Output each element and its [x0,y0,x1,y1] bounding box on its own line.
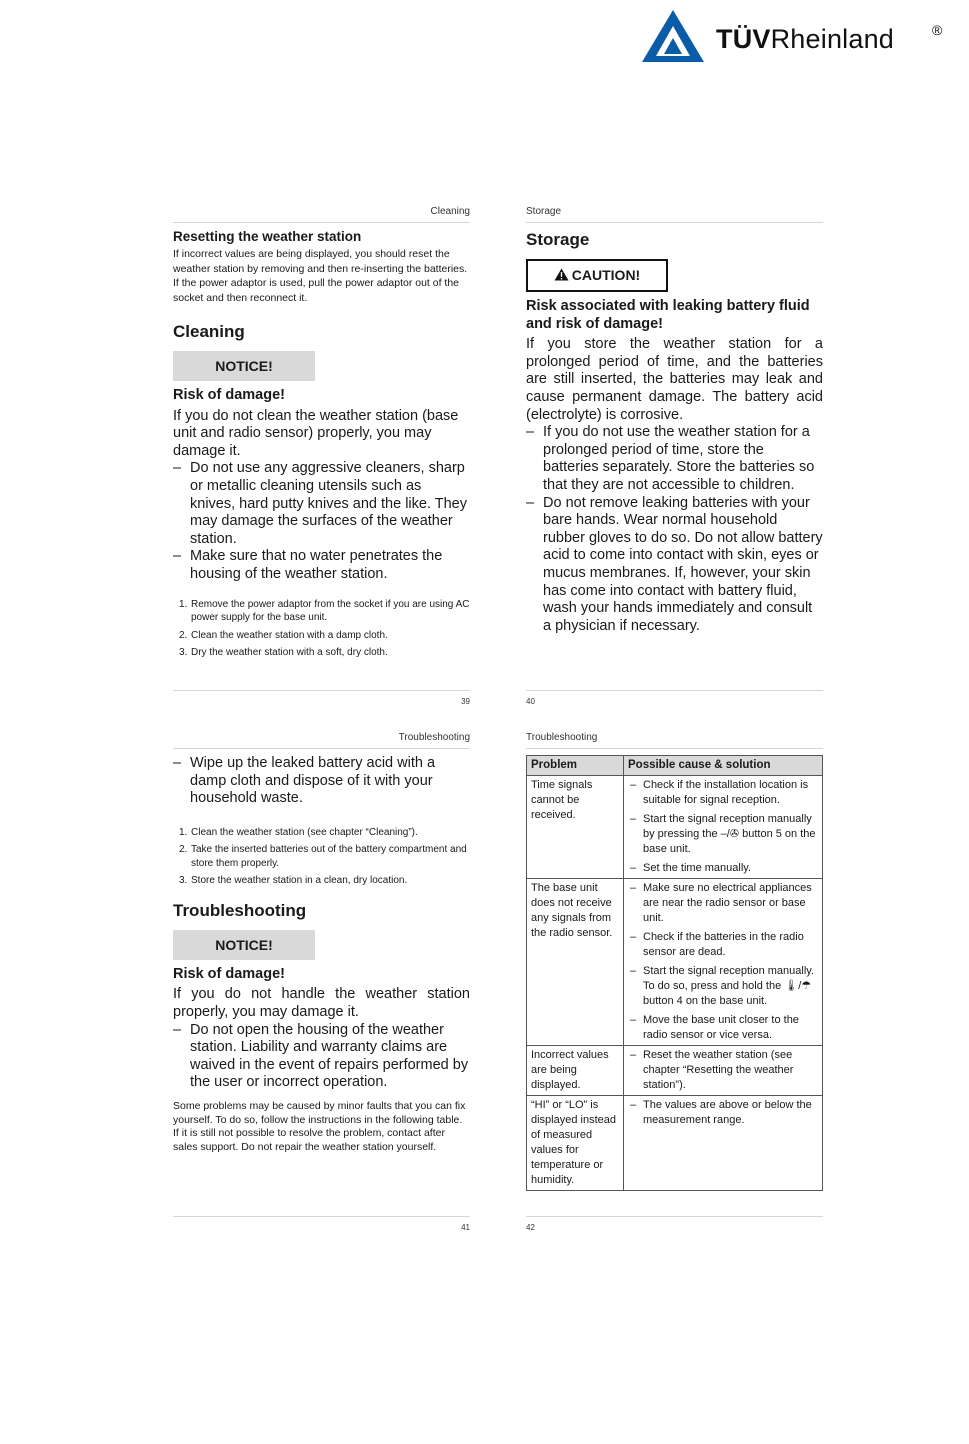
column-header: Problem [527,756,624,776]
reset-heading: Resetting the weather station [173,229,362,244]
bullet-list [526,424,823,635]
logo-brand-light: Rheinland [770,24,895,54]
page-number: 39 [173,690,470,707]
table-row [527,776,823,879]
warning-heading: Risk associated with leaking battery fluid and risk of damage! [526,298,810,332]
running-head: Cleaning [173,206,470,223]
column-header: Possible cause & solution [624,756,823,776]
page-number: 41 [173,1216,470,1233]
list-item: – Make sure that no water penetrates the housing of the weather station. [173,548,443,582]
warning-triangle-icon [554,268,569,281]
list-item: – Check if the installation location is suitable for signal reception. [630,779,809,806]
warning-text: If you store the weather station for a prolonged period of time, and the batteries are still inserted, the batteries may leak and cause permanent damage. The battery acid (electrolyte) is corrosive. [526,336,823,423]
caution-label [526,259,668,292]
page-number: 42 [526,1216,823,1233]
list-item: 1. Remove the power adaptor from the socket if you are using AC power supply for the base unit. [179,598,470,624]
manual-page-39 [173,206,470,706]
list-item: – Do not use any aggressive cleaners, sharp or metallic cleaning utensils such as knives, hard putty knives and the like. They may damage the surfaces of the weather station. [173,460,467,547]
solution-text: Start the signal reception manually by pressing the –/✇ button 5 on the base unit. [643,813,816,855]
steps-list [173,826,470,888]
risk-heading: Risk of damage! [173,965,285,982]
risk-text: If you do not clean the weather station (base unit and radio sensor) properly, you may damage it. [173,407,459,459]
list-item: 2. Clean the weather station with a damp cloth. [179,629,388,641]
table-header-row [527,756,823,776]
problem-cell: “HI” or “LO” is displayed instead of measured values for temperature or humidity. [527,1096,624,1191]
manual-page-41 [173,732,470,1232]
list-item: – Make sure no electrical appliances are near the radio sensor or base unit. [630,882,812,924]
manual-page-40 [526,206,823,706]
solution-text: The values are above or below the measurement range. [643,1099,812,1126]
solution-text: Move the base unit closer to the radio sensor or vice versa. [643,1014,799,1041]
step-text: Store the weather station in a clean, dry location. [191,875,408,887]
table-row [527,1096,823,1191]
table-row [527,1046,823,1096]
page-number: 40 [526,690,823,707]
list-item: – Start the signal reception manually by pressing the –/✇ button 5 on the base unit. [630,813,816,855]
solution-text: Reset the weather station (see chapter “Resetting the weather station”). [643,1049,794,1091]
bullet-list [173,1022,470,1092]
step-text: Clean the weather station (see chapter “Cleaning”). [191,826,418,838]
problem-cell: The base unit does not receive any signals from the radio sensor. [527,879,624,1046]
list-item: – Wipe up the leaked battery acid with a damp cloth and dispose of it with your household waste. [173,755,436,807]
bullet-text: Wipe up the leaked battery acid with a damp cloth and dispose of it with your household waste. [190,755,436,807]
running-head: Storage [526,206,823,223]
bullet-text: If you do not use the weather station for a prolonged period of time, store the batteries separately. Store the batteries so that they are not accessible to children. [543,424,815,493]
list-item: – Start the signal reception manually. To do so, press and hold the 🌡/☂ button 4 on the base unit. [630,965,814,1007]
list-item: 2. Take the inserted batteries out of the battery compartment and store them properly. [179,844,467,869]
solution-text: Set the time manually. [643,862,752,874]
bullet-text: Make sure that no water penetrates the housing of the weather station. [190,548,443,582]
registered-mark: ® [932,22,943,38]
list-item: – Do not open the housing of the weather station. Liability and warranty claims are waived in the event of repairs performed by the user or incorrect operation. [173,1021,469,1091]
solution-text: Check if the installation location is suitable for signal reception. [643,779,809,806]
caution-text: CAUTION! [571,267,641,283]
list-item: 1. Clean the weather station (see chapter “Cleaning”). [179,826,418,838]
list-item: – The values are above or below the measurement range. [630,1099,812,1126]
bullet-text: Do not use any aggressive cleaners, sharp or metallic cleaning utensils such as knives, hard putty knives and the like. They may damage the surfaces of the weather station. [190,460,467,547]
running-head: Troubleshooting [526,732,823,749]
problem-cell: Time signals cannot be received. [527,776,624,879]
logo-brand-bold: TÜV [716,24,771,54]
list-item: – Check if the batteries in the radio sensor are dead. [630,931,804,958]
list-item: 3. Dry the weather station with a soft, dry cloth. [179,647,388,659]
steps-list [173,598,470,660]
step-text: Dry the weather station with a soft, dry cloth. [191,647,388,659]
problem-cell: Incorrect values are being displayed. [527,1046,624,1096]
section-title: Storage [526,230,590,249]
step-text: Take the inserted batteries out of the battery compartment and store them properly. [191,844,467,869]
bullet-list [173,755,470,808]
table-row [527,879,823,1046]
list-item: – Do not remove leaking batteries with your bare hands. Wear normal household rubber gloves to do so. Do not allow battery acid to come into contact with skin, eyes or mucus membranes. If, however, your skin has come into contact with battery fluid, wash your hands immediately and consult a physician if necessary. [526,494,823,634]
bullet-text: Do not open the housing of the weather station. Liability and warranty claims are waived in the event of repairs performed by the user or incorrect operation. [190,1021,469,1091]
solution-cell [624,776,823,879]
manual-page-42 [526,732,823,1232]
list-item: – Reset the weather station (see chapter “Resetting the weather station”). [630,1049,794,1091]
list-item: – Set the time manually. [630,862,752,874]
section-title: Cleaning [173,322,245,341]
list-item: – Move the base unit closer to the radio sensor or vice versa. [630,1014,799,1041]
solution-cell [624,879,823,1046]
reset-text: If incorrect values are being displayed, you should reset the weather station by removing and then re-inserting the batteries. If the power adaptor is used, pull the power adaptor out of the socket and then reconnect it. [173,248,468,304]
list-item: – If you do not use the weather station for a prolonged period of time, store the batteries separately. Store the batteries so that they are not accessible to children. [526,424,815,493]
running-head: Troubleshooting [173,732,470,749]
solution-cell [624,1096,823,1191]
logo-wordmark [716,24,894,55]
step-text: Remove the power adaptor from the socket if you are using AC power supply for the base unit. [191,598,470,624]
triangle-logo-icon [640,8,706,64]
bullet-text: Do not remove leaking batteries with your bare hands. Wear normal household rubber gloves to do so. Do not allow battery acid to come into contact with skin, eyes or mucus membranes. If, however, your skin has come into contact with battery fluid, wash your hands immediately and consult a physician if necessary. [543,494,823,634]
solution-text: Start the signal reception manually. To do so, press and hold the 🌡/☂ button 4 on the base unit. [643,965,814,1007]
closing-text: Some problems may be caused by minor faults that you can fix yourself. To do so, follow the instructions in the following table. If it is still not possible to resolve the problem, contact after sales support. Do not repair the weather station yourself. [173,1099,466,1153]
solution-text: Check if the batteries in the radio sensor are dead. [643,931,804,958]
notice-label: NOTICE! [173,351,315,381]
bullet-list [173,460,470,583]
notice-label: NOTICE! [173,930,315,960]
section-title: Troubleshooting [173,900,307,920]
troubleshooting-table [526,755,823,1191]
risk-heading: Risk of damage! [173,387,285,403]
step-text: Clean the weather station with a damp cloth. [191,629,388,641]
solution-text: Make sure no electrical appliances are near the radio sensor or base unit. [643,882,812,924]
list-item: 3. Store the weather station in a clean, dry location. [179,875,408,887]
solution-cell [624,1046,823,1096]
risk-text: If you do not handle the weather station properly, you may damage it. [173,986,470,1020]
tuv-rheinland-logo [640,8,960,64]
